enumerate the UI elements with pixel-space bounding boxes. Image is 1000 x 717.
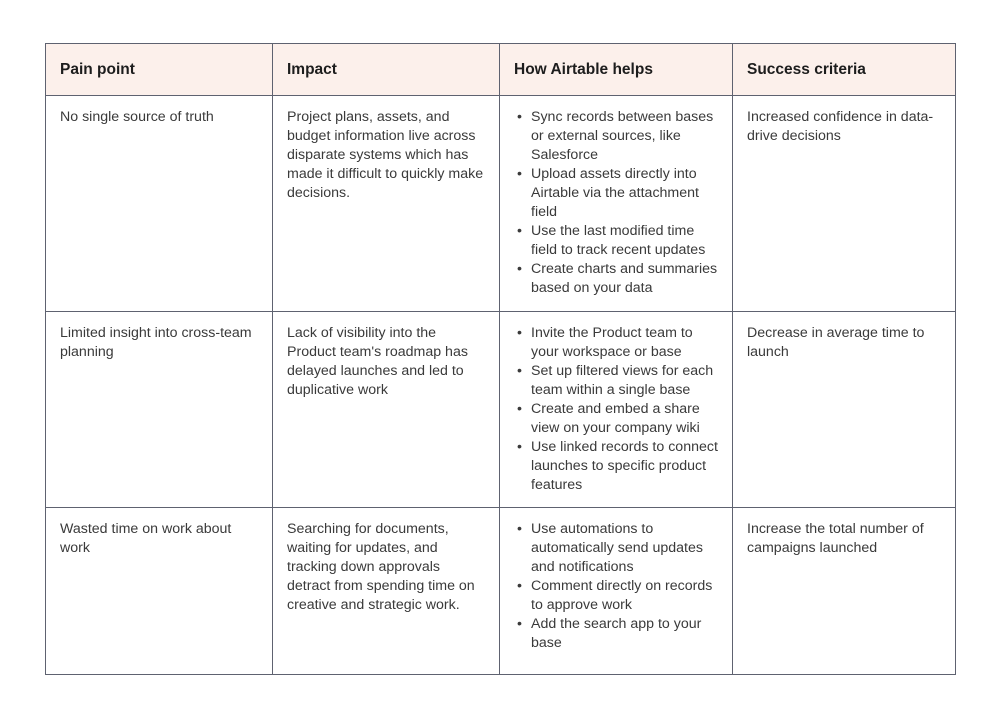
impact-cell: Project plans, assets, and budget information live across disparate systems which has made it difficult to quickly make decisions. — [273, 96, 500, 312]
list-item: • Use automations to automatically send updates and notifications — [517, 520, 718, 577]
list-item: • Invite the Product team to your workspace or base — [517, 324, 718, 362]
list-item: • Create charts and summaries based on your data — [517, 260, 718, 298]
helps-cell — [500, 312, 733, 508]
header-impact: Impact — [273, 44, 500, 96]
list-item: • Sync records between bases or external sources, like Salesforce — [517, 108, 718, 165]
header-pain-point: Pain point — [46, 44, 273, 96]
list-item: • Use linked records to connect launches to specific product features — [517, 438, 718, 495]
impact-cell: Lack of visibility into the Product team's roadmap has delayed launches and led to duplicative work — [273, 312, 500, 508]
list-item: • Add the search app to your base — [517, 615, 718, 653]
impact-cell: Searching for documents, waiting for updates, and tracking down approvals detract from spending time on creative and strategic work. — [273, 508, 500, 675]
list-item: • Create and embed a share view on your company wiki — [517, 400, 718, 438]
helps-cell — [500, 508, 733, 675]
success-cell: Increased confidence in data-drive decisions — [733, 96, 956, 312]
list-item: • Set up filtered views for each team within a single base — [517, 362, 718, 400]
helps-cell — [500, 96, 733, 312]
header-success-criteria: Success criteria — [733, 44, 956, 96]
header-row — [46, 44, 956, 96]
pain-point-table — [45, 43, 956, 675]
success-cell: Increase the total number of campaigns launched — [733, 508, 956, 675]
table-row — [46, 96, 956, 312]
pain-cell: Limited insight into cross-team planning — [46, 312, 273, 508]
table-row — [46, 312, 956, 508]
list-item: • Upload assets directly into Airtable via the attachment field — [517, 165, 718, 222]
header-how-airtable-helps: How Airtable helps — [500, 44, 733, 96]
success-cell: Decrease in average time to launch — [733, 312, 956, 508]
list-item: • Comment directly on records to approve work — [517, 577, 718, 615]
table-row — [46, 508, 956, 675]
pain-cell: No single source of truth — [46, 96, 273, 312]
pain-cell: Wasted time on work about work — [46, 508, 273, 675]
list-item: • Use the last modified time field to track recent updates — [517, 222, 718, 260]
